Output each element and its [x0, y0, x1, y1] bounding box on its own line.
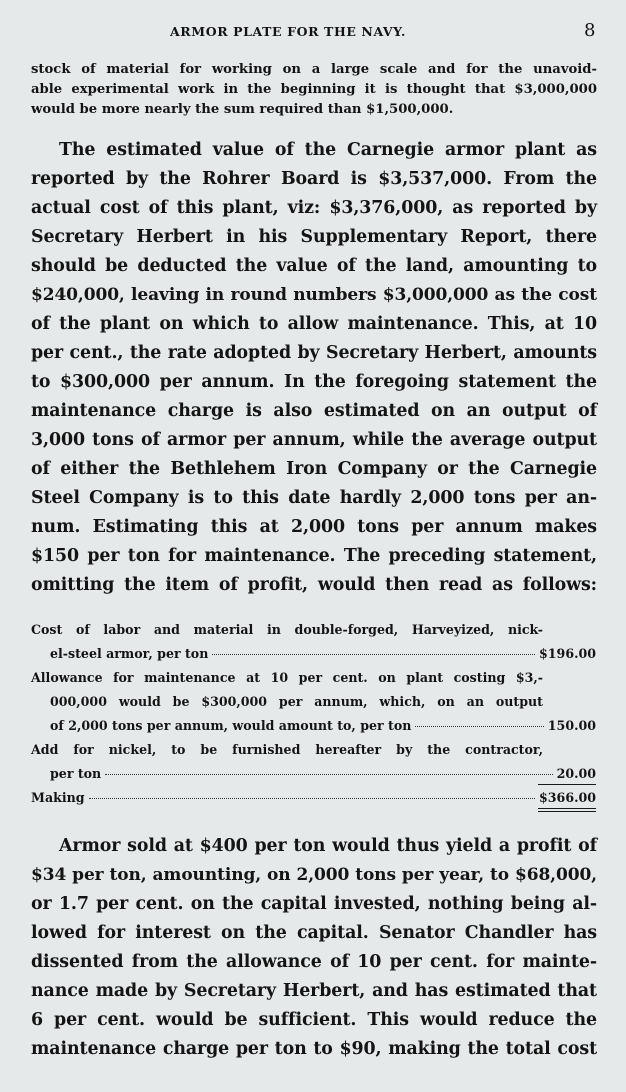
statement-item-labor-label: el-steel armor, per ton	[50, 646, 209, 661]
dot-leader	[105, 773, 552, 775]
statement-total-amount: $366.00	[539, 790, 596, 805]
statement-row-nickel	[50, 766, 596, 781]
page-header	[0, 20, 626, 44]
para2-line: reported by the Rohrer Board is $3,537,000. From the	[31, 169, 597, 189]
para3-line: Armor sold at $400 per ton would thus yield a profit of	[59, 836, 597, 856]
statement-item-nickel-label: per ton	[50, 766, 102, 781]
para2-line: 3,000 tons of armor per annum, while the average output	[31, 430, 597, 450]
para3-line: lowed for interest on the capital. Senator Chandler has	[31, 923, 597, 943]
statement-item-nickel-line: Add for nickel, to be furnished hereafter by the contractor,	[31, 742, 543, 757]
para3-line: dissented from the allowance of 10 per cent. for mainte-	[31, 952, 597, 972]
statement-row-maintenance	[50, 718, 596, 733]
para2-line: of either the Bethlehem Iron Company or the Carnegie	[31, 459, 597, 479]
para2-line: Steel Company is to this date hardly 2,000 tons per an-	[31, 488, 597, 508]
para2-line: $150 per ton for maintenance. The preceding statement,	[31, 546, 597, 566]
para2-line: $240,000, leaving in round numbers $3,000,000 as the cost	[31, 285, 597, 305]
para2-line: The estimated value of the Carnegie armor plant as	[59, 140, 597, 160]
para2-line: Secretary Herbert in his Supplementary Report, there	[31, 227, 597, 247]
para1-line: able experimental work in the beginning it is thought that $3,000,000	[31, 82, 597, 97]
statement-item-maintenance-line: Allowance for maintenance at 10 per cent. on plant costing $3,-	[31, 670, 543, 685]
statement-row-total	[31, 790, 596, 805]
running-title: ARMOR PLATE FOR THE NAVY.	[170, 24, 407, 39]
para2-line: should be deducted the value of the land, amounting to	[31, 256, 597, 276]
dot-leader	[89, 797, 535, 799]
para3-line: 6 per cent. would be sufficient. This would reduce the	[31, 1010, 597, 1030]
statement-item-nickel-amount: 20.00	[556, 766, 596, 781]
para2-line: maintenance charge is also estimated on an output of	[31, 401, 597, 421]
total-double-rule-top	[538, 808, 596, 809]
statement-item-maintenance-label: of 2,000 tons per annum, would amount to, per ton	[50, 718, 412, 733]
para3-line: or 1.7 per cent. on the capital invested, nothing being al-	[31, 894, 597, 914]
subtotal-rule	[538, 784, 596, 785]
statement-item-maintenance-line: 000,000 would be $300,000 per annum, which, on an output	[50, 694, 543, 709]
statement-item-labor-amount: $196.00	[539, 646, 596, 661]
para2-line: of the plant on which to allow maintenance. This, at 10	[31, 314, 597, 334]
para3-line: $34 per ton, amounting, on 2,000 tons per year, to $68,000,	[31, 865, 597, 885]
total-double-rule-bottom	[538, 811, 596, 812]
statement-total-label: Making	[31, 790, 85, 805]
statement-row-labor	[50, 646, 596, 661]
dot-leader	[212, 653, 535, 655]
statement-item-labor-line: Cost of labor and material in double-forged, Harveyized, nick-	[31, 622, 543, 637]
para3-line: nance made by Secretary Herbert, and has estimated that	[31, 981, 597, 1001]
para1-line: would be more nearly the sum required than $1,500,000.	[31, 102, 454, 117]
para2-line: per cent., the rate adopted by Secretary Herbert, amounts	[31, 343, 597, 363]
page-number: 8	[584, 20, 596, 41]
statement-item-maintenance-amount: 150.00	[547, 718, 596, 733]
para3-line: maintenance charge per ton to $90, making the total cost	[31, 1039, 597, 1059]
dot-leader	[415, 725, 543, 727]
para2-line: actual cost of this plant, viz: $3,376,000, as reported by	[31, 198, 597, 218]
para2-line: to $300,000 per annum. In the foregoing statement the	[31, 372, 597, 392]
para2-line: omitting the item of profit, would then read as follows:	[31, 575, 597, 595]
para1-line: stock of material for working on a large scale and for the unavoid-	[31, 62, 597, 77]
para2-line: num. Estimating this at 2,000 tons per annum makes	[31, 517, 597, 537]
